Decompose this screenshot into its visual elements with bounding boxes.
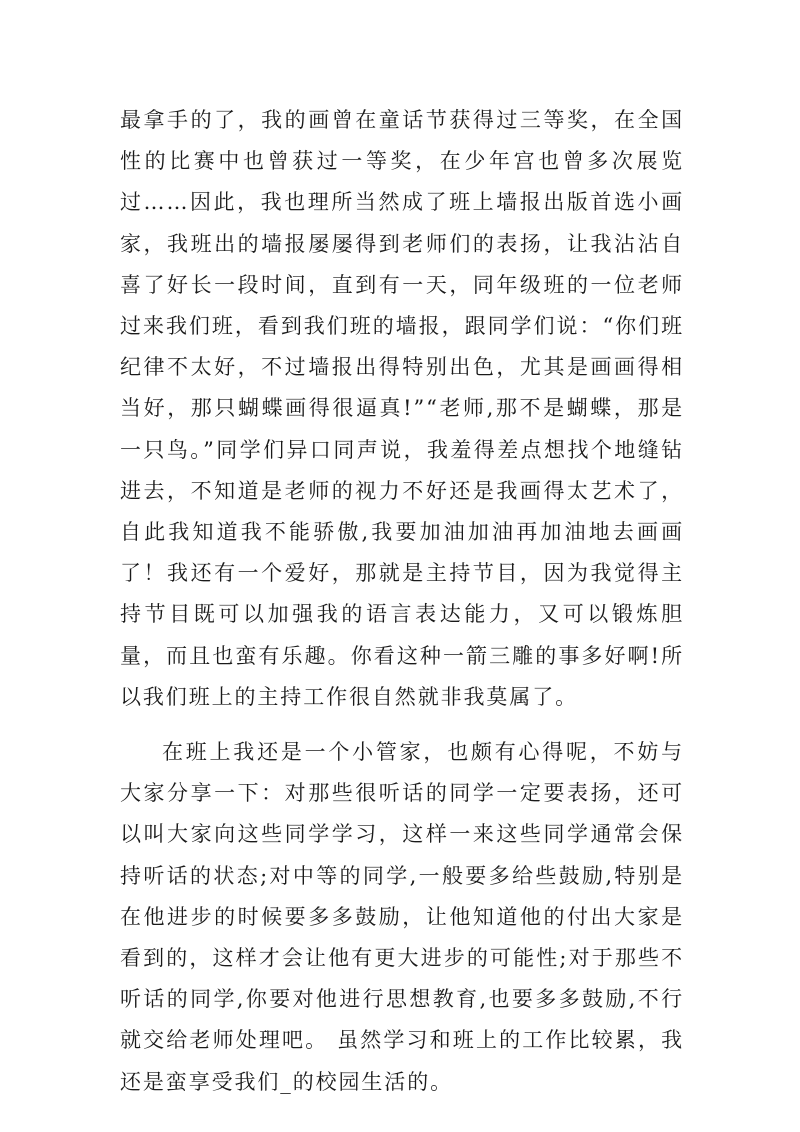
paragraph-hobbies: 最拿手的了，我的画曾在童话节获得过三等奖，在全国性的比赛中也曾获过一等奖，在少年宫也曾多次展览过……因此，我也理所当然成了班上墙报出版首选小画家，我班出的墙报屡屡得到老师们的表扬，让我沾沾自喜了好长一段时间，直到有一天，同年级班的一位老师过来我们班，看到我们班的墙报，跟同学们说：“你们班纪律不太好，不过墙报出得特别出色，尤其是画画得相当好，那只蝴蝶画得很逼真!”“老师,那不是蝴蝶，那是一只鸟。”同学们异口同声说，我羞得差点想找个地缝钻进去，不知道是老师的视力不好还是我画得太艺术了，自此我知道我不能骄傲,我要加油加油再加油地去画画了！我还有一个爱好，那就是主持节目，因为我觉得主持节目既可以加强我的语言表达能力，又可以锻炼胆量，而且也蛮有乐趣。你看这种一箭三雕的事多好啊!所以我们班上的主持工作很自然就非我莫属了。	[120, 108, 684, 709]
document-page	[120, 100, 684, 1103]
paragraph-class-manager: 在班上我还是一个小管家，也颇有心得呢，不妨与大家分享一下：对那些很听话的同学一定要表扬，还可以叫大家向这些同学学习，这样一来这些同学通常会保持听话的状态;对中等的同学,一般要多给些鼓励,特别是在他进步的时候要多多鼓励，让他知道他的付出大家是看到的，这样才会让他有更大进步的可能性;对于那些不听话的同学,你要对他进行思想教育,也要多多鼓励,不行就交给老师处理吧。 虽然学习和班上的工作比较累，我还是蛮享受我们_的校园生活的。	[120, 740, 684, 1094]
